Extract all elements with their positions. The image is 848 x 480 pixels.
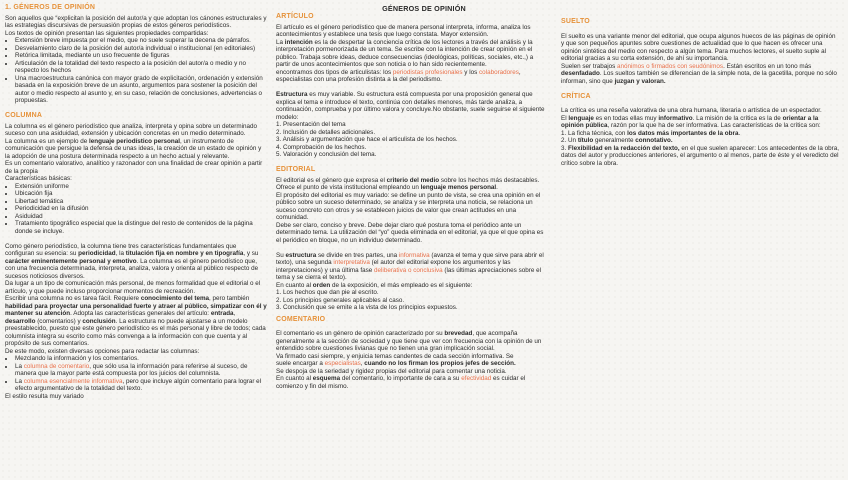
column-left [5, 4, 267, 400]
page-title: GÉNEROS DE OPINIÓN [382, 4, 466, 13]
critica-paragraph: La crítica es una reseña valorativa de una obra humana, literaria o artística de un espectador. [561, 107, 822, 114]
editorial-paragraph: El propósito del editorial es muy variado: se define un punto de vista, se crea una opinión en el público sobre un suceso determinado, se analiza y se interpreta una noticia, se relaciona un suceso concreto con otros y se establecen juicios de valor que crean actitudes en una comunidad. [276, 191, 541, 221]
columna-paragraph: De este modo, existen diversas opciones para redactar las columnas: [5, 347, 200, 355]
suelto-paragraph: El suelto es una variante menor del editorial, que ocupa algunos huecos de las páginas de opinión y que son pequeños apuntes sobre cuestiones de actualidad que lo que hacen es ofrecer una opinión sintética del medio con respecto a algún tema. Para muchos lectores, el suelto suple al editorial gracias a su corta extensión, de ahí su importancia. [561, 32, 836, 62]
list-item: 3. Conclusión que se emite a la vista de los principios expuestos. [276, 304, 458, 311]
section-heading-suelto: SUELTO [561, 18, 590, 25]
features-intro: Características básicas: [5, 175, 72, 182]
columna-paragraph: Es un comentario valorativo, analítico y razonador con una finalidad de crear opinión a partir de la propia [5, 160, 263, 175]
list-item: • Desvelamiento claro de la posición del autor/a individual o institucional (en editoriales) [15, 45, 267, 53]
list-item: • Periodicidad en la difusión [15, 205, 267, 213]
list-item: • Extensión breve impuesta por el medio, que no suele superar la decena de párrafos. [15, 37, 267, 45]
list-item: 1. La ficha técnica, con los datos más importantes de la obra. [561, 129, 741, 137]
columna-paragraph: Da lugar a un tipo de comunicación más personal, de menos formalidad que el editorial o el artículo, y que puede incluso proporcionar momentos de recreación. [5, 280, 261, 295]
list-item: • Asiduidad [15, 213, 267, 221]
articulo-paragraph: Estructura es muy variable. Su estructura está compuesta por una proposición general que explica el tema e introduce el texto, continúa con detalles menores, más tarde analiza, a continuación, comprueba y por último valora y concluye.No obstante, suele seguirse el siguiente modelo: [276, 91, 545, 121]
list-item: • Mezclando la información y los comentarios. [15, 355, 267, 363]
list-item: 5. Valoración y conclusión del tema. [276, 151, 377, 158]
comentario-paragraph: Va firmado casi siempre, y enjuicia temas candentes de cada sección informativa. Se [276, 352, 514, 360]
comentario-paragraph: En cuanto al esquema del comentario, lo importante de cara a su efectividad es cuidar el comienzo y fin del mismo. [276, 375, 526, 390]
options-list [5, 355, 267, 393]
list-item: 2. Inclusión de detalles adicionales. [276, 128, 376, 136]
list-item: • Tratamiento tipográfico especial que la distingue del resto de contenidos de la página donde se incluye. [15, 220, 267, 235]
articulo-paragraph: El artículo es el género periodístico que de manera personal interpreta, informa, analiza los acontecimientos y establece una tesis que luego constata. Mayor extensión. [276, 23, 531, 38]
section-heading-articulo: ARTÍCULO [276, 13, 314, 20]
section-heading-generos: 1. GÉNEROS DE OPINIÓN [5, 4, 96, 11]
list-item: 3. Flexibilidad en la redacción del texto, en el que suelen aparecer: Los antecedentes de la obra, datos del autor y producciones anteriores, el argumento o al menos, parte de éste y el veredicto del crítico sobre la obra. [561, 144, 839, 167]
list-item: • Ubicación fija [15, 190, 267, 198]
section-heading-critica: CRÍTICA [561, 92, 591, 100]
editorial-paragraph: El editorial es el género que expresa el criterio del medio sobre los hechos más destacables. Ofrece el punto de vista institucional empleando un lenguaje menos personal. [276, 176, 540, 191]
column-right [561, 18, 839, 167]
comentario-paragraph: Se despoja de la seriedad y rigidez propias del editorial para comentar una noticia. [276, 367, 507, 375]
column-middle [276, 13, 546, 390]
columna-paragraph: La columna es un ejemplo de lenguaje periodístico personal, un instrumento de comunicación que persigue la defensa de unas ideas, la creación de un estado de opinión y la adopción de una postura determinada respecto a un hecho actual y relevante. [5, 137, 262, 160]
intro-paragraph: Son aquellos que “explicitan la posición del autor/a y que adoptan los cánones estructurales y las estrategias discursivas de persuasión propias de estos géneros periodísticos. [5, 14, 267, 29]
list-item: 2. Los principios generales aplicables al caso. [276, 296, 405, 304]
list-item: • La columna esencialmente informativa, pero que incluye algún comentario para lograr el efecto argumentativo de la totalidad del texto. [15, 378, 267, 393]
section-heading-editorial: EDITORIAL [276, 166, 316, 173]
articulo-paragraph: La intención es la de despertar la conciencia crítica de los lectores a través del análisis y la interpretación pormenorizada de un tema. Se escribe con la intención de crear opinión en el público. Trabaja sobre ideas, deduce consecuencias (ideológicas, políticas, sociales, etc.,) a partir de unos acontecimientos que son noticia o lo han sido recientemente. [276, 38, 534, 68]
properties-list [5, 37, 267, 105]
list-item: • Una macroestructura canónica con mayor grado de explicitación, ordenación y extensión basada en la exposición breve de un asunto, argumentos para sostener la posición del autor o medio respecto al asunto y, en su caso, relación de conclusiones, advertencias o propuestas. [15, 75, 267, 105]
editorial-paragraph: Su estructura se divide en tres partes, una informativa (avanza el tema y que sirve para abrir el texto), una segunda interpretativa (el autor del editorial expone los argumentos y las interpretaciones) y una última fase deliberativa o conclusiva (las últimas apreciaciones sobre el tema y se cierra el texto). [276, 251, 544, 281]
list-item: • Libertad temática [15, 198, 267, 206]
comentario-paragraph: suele encargar a especialistas, cuando no los firman los propios jefes de sección. [276, 360, 516, 367]
list-item: • Retórica limitada, mediante un uso frecuente de figuras [15, 52, 267, 60]
columna-paragraph: Escribir una columna no es tarea fácil. Requiere conocimiento del tema, pero también habilidad para proyectar una personalidad fuerte y atraer al público, simpatizar con él y mantener su atención. Adopta las características generales del artículo: entrada, desarrollo (comentarios) y conclusión. La estructura no puede ajustarse a un modelo preestablecido, puesto que este género periodístico es el más personal y libre de todos; cada columnista integra su escrito como más convenga a la información con que cuenta y al propósito de sus comentarios. [5, 295, 267, 347]
features-list [5, 183, 267, 236]
comentario-paragraph: El comentario es un género de opinión caracterizado por su brevedad, que acompaña generalmente a la sección de sociedad y que tiene que ver con frecuencia con la opinión de un entendido sobre cuestiones livianas que no tienen una gran implicación social. [276, 330, 542, 352]
suelto-paragraph: Suelen ser trabajos anónimos o firmados con seudónimos. Están escritos en un tono más desenfadado. Los sueltos también se diferencian de la simple nota, de la gacetilla, porque no sólo informan, sino que juzgan y valoran. [561, 62, 837, 85]
list-item: • La columna de comentario, que sólo usa la información para referirse al suceso, de manera que la mayor parte está compuesta por los juicios del columnista. [15, 363, 267, 378]
editorial-paragraph: En cuanto al orden de la exposición, el más empleado es el siguiente: [276, 281, 473, 289]
critica-paragraph: El lenguaje es en todas ellas muy informativo. La misión de la crítica es la de orientar a la opinión pública, razón por la que ha de ser informativa. Las características de la crítica son: [561, 114, 821, 129]
columna-paragraph: Como género periodístico, la columna tiene tres características fundamentales que configuran su esencia: su periodicidad, la titulación fija en nombre y en tipografía, y su carácter eminentemente personal y emotivo. La columna es el género periodístico que, con una frecuencia determinada, interpreta, analiza, valora y orienta al público respecto de sucesos noticiosos diversos. [5, 242, 259, 280]
properties-intro: Los textos de opinión presentan las siguientes propiedades compartidas: [5, 29, 209, 37]
list-item: 1. Presentación del tema [276, 121, 346, 128]
list-item: • Articulación de la totalidad del texto respecto a la posición del autor/a o medio y no respecto los hechos [15, 60, 267, 75]
list-item: 1. Los hechos que dan pie al escrito. [276, 289, 379, 296]
columna-paragraph: El estilo resulta muy variado [5, 392, 84, 400]
section-heading-comentario: COMENTARIO [276, 315, 326, 323]
list-item: 3. Análisis y argumentación que hace el articulista de los hechos. [276, 136, 458, 143]
columna-paragraph: La columna es el género periodístico que analiza, interpreta y opina sobre un determinado suceso con una asiduidad, extensión y ubicación concretas en un medio determinado. [5, 122, 258, 137]
editorial-paragraph: Debe ser claro, conciso y breve. Debe dejar claro qué postura toma el periódico ante un determinado tema. La utilización del “yo” queda eliminada en el editorial, ya que el que opina es el periódico en bloque, no un individuo determinado. [276, 221, 544, 244]
list-item: 2. Un título generalmente connotativo. [561, 137, 673, 144]
articulo-paragraph: encontramos dos tipos de articulistas: los periodistas profesionales y los colaboradores, especialistas con una profesión distinta a la del periodismo. [276, 68, 521, 83]
list-item: • Extensión uniforme [15, 183, 267, 191]
list-item: 4. Comprobación de los hechos. [276, 143, 367, 151]
section-heading-columna: COLUMNA [5, 112, 43, 119]
